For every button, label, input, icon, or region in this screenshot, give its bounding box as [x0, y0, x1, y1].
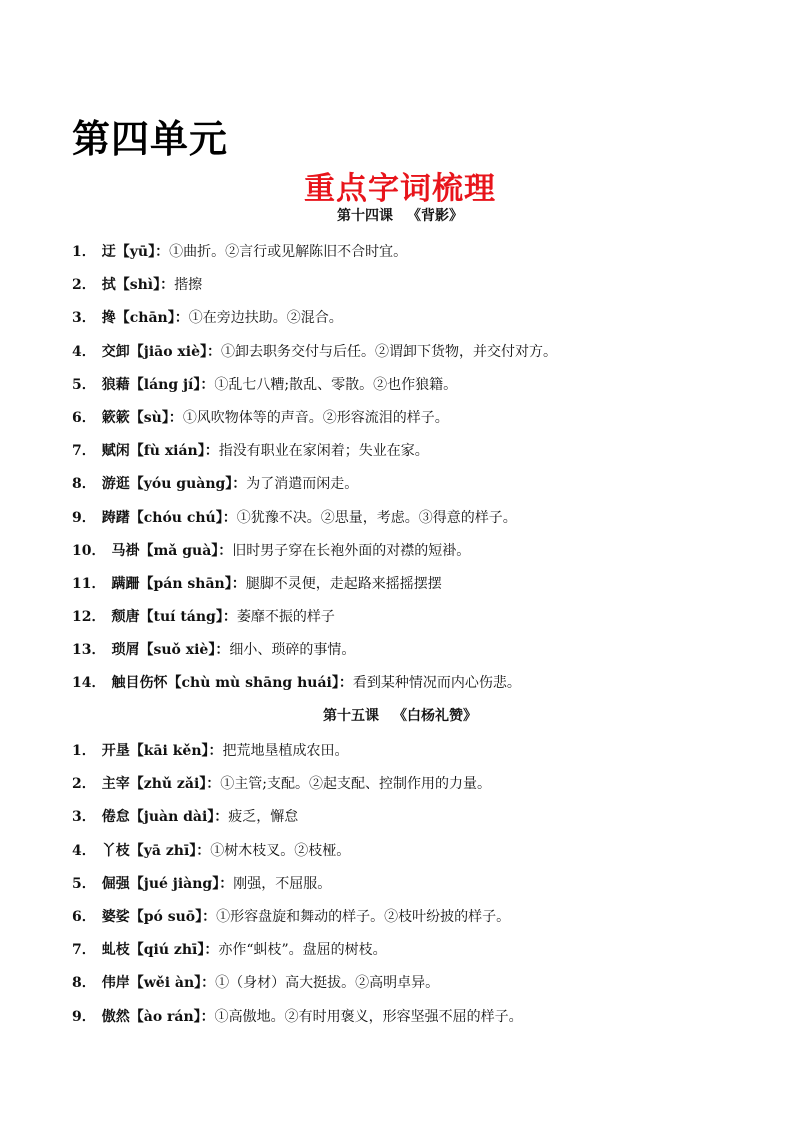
entry-word: 迂	[101, 244, 116, 260]
entry-index: 4．	[72, 842, 96, 859]
entry-pinyin: 【qiú zhī】：	[129, 942, 219, 959]
lesson-number: 第十五课	[323, 708, 379, 724]
lesson-name: 《白杨礼赞》	[393, 708, 477, 724]
entry-word: 赋闲	[101, 443, 130, 460]
vocab-entry	[72, 835, 752, 868]
entry-word: 搀	[101, 310, 116, 327]
entry-index: 5．	[72, 875, 96, 892]
entry-index: 1．	[72, 743, 96, 759]
entry-pinyin: 【sù】：	[129, 409, 183, 426]
entry-word: 伟岸	[101, 975, 130, 992]
entry-definition: ①曲折。②言行或见解陈旧不合时宜。	[169, 244, 408, 260]
entry-pinyin: 【yóu guàng】：	[129, 476, 247, 493]
entry-word: 倦怠	[101, 809, 130, 826]
entry-definition: ①在旁边扶助。②混合。	[188, 310, 343, 327]
pinyin-text: wěi àn	[143, 975, 195, 992]
pinyin-text: sù	[143, 409, 162, 426]
entry-word: 琐屑	[111, 642, 140, 659]
pinyin-text: láng jí	[143, 376, 194, 393]
entry-definition: 把荒地垦植成农田。	[222, 743, 349, 759]
entry-definition: 看到某种情况而内心伤悲。	[352, 675, 521, 692]
entry-word: 簌簌	[101, 409, 130, 426]
entry-definition: ①（身材）高大挺拔。②高明卓异。	[215, 975, 440, 992]
vocab-list	[72, 735, 752, 1034]
vocab-entry	[72, 967, 752, 1000]
entry-pinyin: 【chān】：	[115, 310, 189, 327]
vocab-entry	[72, 667, 752, 700]
entry-definition: 指没有职业在家闲着；失业在家。	[218, 443, 429, 460]
entry-index: 1．	[72, 244, 96, 260]
entry-index: 2．	[72, 277, 96, 294]
vocab-entry	[72, 1001, 752, 1034]
entry-definition: ①卸去职务交付与后任。②谓卸下货物，并交付对方。	[221, 343, 557, 360]
pinyin-text: zhǔ zǎi	[143, 776, 200, 793]
vocab-entry	[72, 801, 752, 834]
entry-definition: 揩擦	[174, 277, 203, 294]
pinyin-text: jiāo xiè	[143, 343, 200, 360]
entry-word: 颓唐	[111, 609, 140, 626]
entry-pinyin: 【chóu chú】：	[129, 509, 237, 526]
entry-definition: 旧时男子穿在长袍外面的对襟的短褂。	[232, 542, 471, 559]
entry-definition: 细小、琐碎的事情。	[229, 642, 356, 659]
vocab-entry	[72, 535, 752, 568]
entry-index: 7．	[72, 443, 96, 460]
entry-index: 9．	[72, 1008, 96, 1025]
pinyin-text: pó suō	[143, 908, 196, 925]
vocab-entry	[72, 269, 752, 302]
entry-word: 主宰	[101, 776, 130, 793]
pinyin-text: chù mù shāng huái	[181, 675, 332, 692]
pinyin-text: yā zhī	[143, 842, 190, 859]
entry-word: 狼藉	[101, 376, 130, 393]
vocab-entry	[72, 502, 752, 535]
entry-index: 2．	[72, 776, 96, 793]
entry-pinyin: 【fù xián】：	[129, 443, 219, 460]
entry-pinyin: 【shì】：	[115, 277, 175, 294]
entry-word: 开垦	[101, 743, 130, 759]
entry-index: 6．	[72, 908, 96, 925]
entry-word: 踌躇	[101, 509, 130, 526]
vocab-entry	[72, 768, 752, 801]
vocab-entry	[72, 402, 752, 435]
entry-pinyin: 【chù mù shāng huái】：	[167, 675, 353, 692]
pinyin-text: pán shān	[153, 575, 225, 592]
vocab-entry	[72, 435, 752, 468]
entry-definition: ①犹豫不决。②思量，考虑。③得意的样子。	[236, 509, 517, 526]
pinyin-text: ào rán	[143, 1008, 194, 1025]
entry-definition: ①形容盘旋和舞动的样子。②枝叶纷披的样子。	[216, 908, 511, 925]
entry-pinyin: 【yā zhī】：	[129, 842, 211, 859]
entry-word: 游逛	[101, 476, 130, 493]
pinyin-text: shì	[129, 277, 154, 294]
entry-word: 虬枝	[101, 942, 130, 959]
entry-word: 傲然	[101, 1008, 130, 1025]
entry-index: 14．	[72, 675, 106, 692]
lesson-number: 第十四课	[337, 208, 393, 224]
pinyin-text: suǒ xiè	[153, 642, 209, 659]
vocab-entry	[72, 568, 752, 601]
vocab-list	[72, 236, 752, 701]
entry-definition: ①树木枝叉。②枝桠。	[210, 842, 351, 859]
entry-definition: 萎靡不振的样子	[236, 609, 335, 626]
vocab-entry	[72, 901, 752, 934]
vocab-entry	[72, 336, 752, 369]
entry-pinyin: 【suǒ xiè】：	[139, 642, 230, 659]
pinyin-text: yū	[129, 244, 149, 260]
entry-word: 丫枝	[101, 842, 130, 859]
entry-definition: ①乱七八糟;散乱、零散。②也作狼籍。	[214, 376, 458, 393]
vocab-entry	[72, 868, 752, 901]
entry-index: 11．	[72, 575, 106, 592]
entry-word: 触目伤怀	[111, 675, 168, 692]
entry-definition: ①高傲地。②有时用褒义，形容坚强不屈的样子。	[214, 1008, 523, 1025]
entry-definition: 刚强，不屈服。	[233, 875, 332, 892]
entry-index: 12．	[72, 609, 106, 626]
entry-pinyin: 【juàn dài】：	[129, 809, 229, 826]
pinyin-text: chóu chú	[143, 509, 216, 526]
entry-definition: ①风吹物体等的声音。②形容流泪的样子。	[182, 409, 449, 426]
pinyin-text: fù xián	[143, 443, 198, 460]
entry-definition: 为了消遣而闲走。	[246, 476, 359, 493]
vocab-entry	[72, 369, 752, 402]
entry-pinyin: 【kāi kěn】：	[129, 743, 223, 759]
entry-index: 3．	[72, 310, 96, 327]
entry-word: 婆娑	[101, 908, 130, 925]
pinyin-text: qiú zhī	[143, 942, 198, 959]
entry-pinyin: 【pó suō】：	[129, 908, 217, 925]
entry-pinyin: 【tuí táng】：	[139, 609, 237, 626]
lesson-heading	[0, 205, 800, 227]
lesson-name: 《背影》	[407, 208, 463, 224]
entry-pinyin: 【pán shān】：	[139, 575, 246, 592]
vocab-entry	[72, 601, 752, 634]
entry-word: 蹒跚	[111, 575, 140, 592]
entry-word: 马褂	[111, 542, 140, 559]
vocab-entry	[72, 634, 752, 667]
entry-index: 10．	[72, 542, 106, 559]
section-title: 重点字词梳理	[304, 171, 496, 207]
pinyin-text: jué jiàng	[143, 875, 213, 892]
pinyin-text: juàn dài	[143, 809, 208, 826]
entry-pinyin: 【wěi àn】：	[129, 975, 216, 992]
entry-index: 13．	[72, 642, 106, 659]
pinyin-text: chān	[129, 310, 168, 327]
pinyin-text: kāi kěn	[143, 743, 202, 759]
entry-definition: 腿脚不灵便，走起路来摇摇摆摆	[245, 575, 442, 592]
entry-pinyin: 【jiāo xiè】：	[129, 343, 221, 360]
entry-word: 拭	[101, 277, 116, 294]
entry-pinyin: 【láng jí】：	[129, 376, 215, 393]
entry-pinyin: 【jué jiàng】：	[129, 875, 234, 892]
entry-index: 8．	[72, 975, 96, 992]
pinyin-text: yóu guàng	[143, 476, 226, 493]
entry-definition: ①主管;支配。②起支配、控制作用的力量。	[220, 776, 491, 793]
entry-index: 7．	[72, 942, 96, 959]
lesson-heading	[0, 705, 800, 727]
vocab-entry	[72, 934, 752, 967]
pinyin-text: tuí táng	[153, 609, 216, 626]
entry-index: 9．	[72, 509, 96, 526]
entry-index: 6．	[72, 409, 96, 426]
entry-index: 8．	[72, 476, 96, 493]
entry-definition: 疲乏，懈怠	[228, 809, 299, 826]
entry-definition: 亦作“虯枝”。盘屈的树枝。	[218, 942, 387, 959]
unit-title: 第四单元	[72, 117, 229, 161]
vocab-entry	[72, 302, 752, 335]
entry-pinyin: 【ào rán】：	[129, 1008, 215, 1025]
pinyin-text: mǎ guà	[153, 542, 212, 559]
vocab-entry	[72, 236, 752, 269]
entry-index: 5．	[72, 376, 96, 393]
entry-word: 倔强	[101, 875, 130, 892]
entry-word: 交卸	[101, 343, 130, 360]
vocab-entry	[72, 468, 752, 501]
entry-pinyin: 【mǎ guà】：	[139, 542, 233, 559]
vocab-entry	[72, 735, 752, 768]
entry-index: 4．	[72, 343, 96, 360]
entry-index: 3．	[72, 809, 96, 826]
entry-pinyin: 【zhǔ zǎi】：	[129, 776, 221, 793]
entry-pinyin: 【yū】：	[115, 244, 170, 260]
